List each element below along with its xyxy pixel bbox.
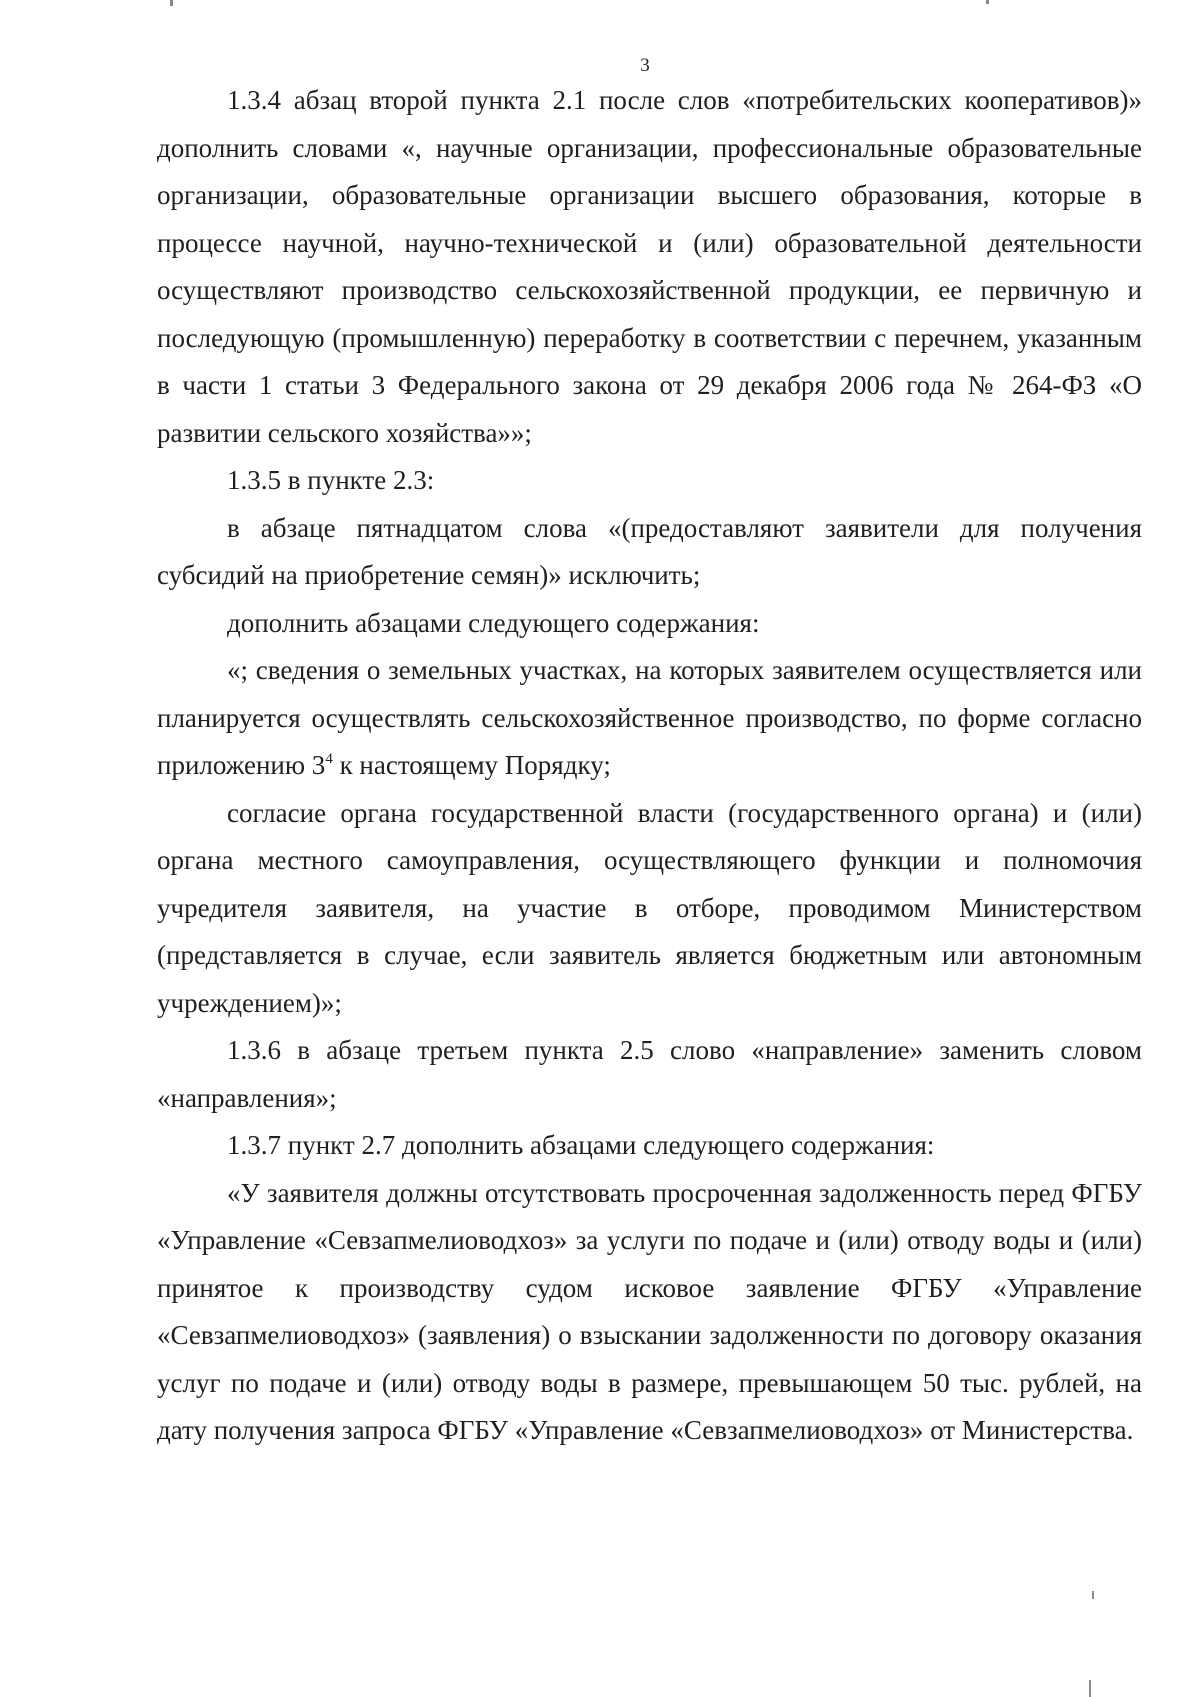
- scan-mark-bottom-edge: [1092, 1591, 1094, 1599]
- scan-mark-top-left: [170, 0, 173, 6]
- land-info-text-end: к настоящему Порядку;: [332, 750, 611, 780]
- paragraph-1-3-6: 1.3.6 в абзаце третьем пункта 2.5 слово «направление» заменить словом «направления»;: [157, 1035, 1142, 1113]
- scan-mark-top-right: [986, 0, 989, 4]
- paragraph-1-3-5: 1.3.5 в пункте 2.3:: [227, 465, 435, 495]
- document-body: [157, 77, 1142, 1455]
- paragraph-land-info: [157, 647, 1142, 790]
- paragraph-add-intro: дополнить абзацами следующего содержания:: [227, 607, 760, 638]
- paragraph-exclude-seeds: в абзаце пятнадцатом слова «(предоставляют заявители для получения субсидий на приобретение семян)» исключить;: [157, 512, 1142, 590]
- scan-mark-bottom-right: [1089, 1680, 1091, 1697]
- paragraph-debt-requirement: «У заявителя должны отсутствовать просроченная задолженность перед ФГБУ «Управление «Севзапмелиоводхоз» за услуги по подаче и (или) отводу воды и (или) принятое к производству судом исковое заявление ФГБУ «Управление «Севзапмелиоводхоз» (заявления) о взыскании задолженности по договору оказания услуг по подаче и (или) отводу воды в размере, превышающем 50 тыс. рублей, на дату получения запроса ФГБУ «Управление «Севзапмелиоводхоз» от Министерства.: [157, 1177, 1142, 1445]
- appendix-superscript: 4: [325, 751, 333, 767]
- paragraph-consent: согласие органа государственной власти (государственного органа) и (или) органа местного самоуправления, осуществляющего функции и полномочия учредителя заявителя, на участие в отборе, проводимом Министерством (представляется в случае, если заявитель является бюджетным или автономным учреждением)»;: [157, 797, 1142, 1018]
- page-number: 3: [640, 55, 650, 76]
- land-info-text: «; сведения о земельных участках, на которых заявителем осуществляется или планируется осуществлять сельскохозяйственное производство, по форме согласно приложению 3: [157, 655, 1142, 780]
- paragraph-1-3-7: 1.3.7 пункт 2.7 дополнить абзацами следующего содержания:: [227, 1130, 935, 1160]
- paragraph-1-3-4: 1.3.4 абзац второй пункта 2.1 после слов «потребительских кооперативов)» дополнить словами «, научные организации, профессиональные образовательные организации, образовательные организации высшего образования, которые в процессе научной, научно-технической и (или) образовательной деятельности осуществляют производство сельскохозяйственной продукции, ее первичную и последующую (промышленную) переработку в соответствии с перечнем, указанным в части 1 статьи 3 Федерального закона от 29 декабря 2006 года № 264-ФЗ «О развитии сельского хозяйства»»;: [157, 85, 1142, 448]
